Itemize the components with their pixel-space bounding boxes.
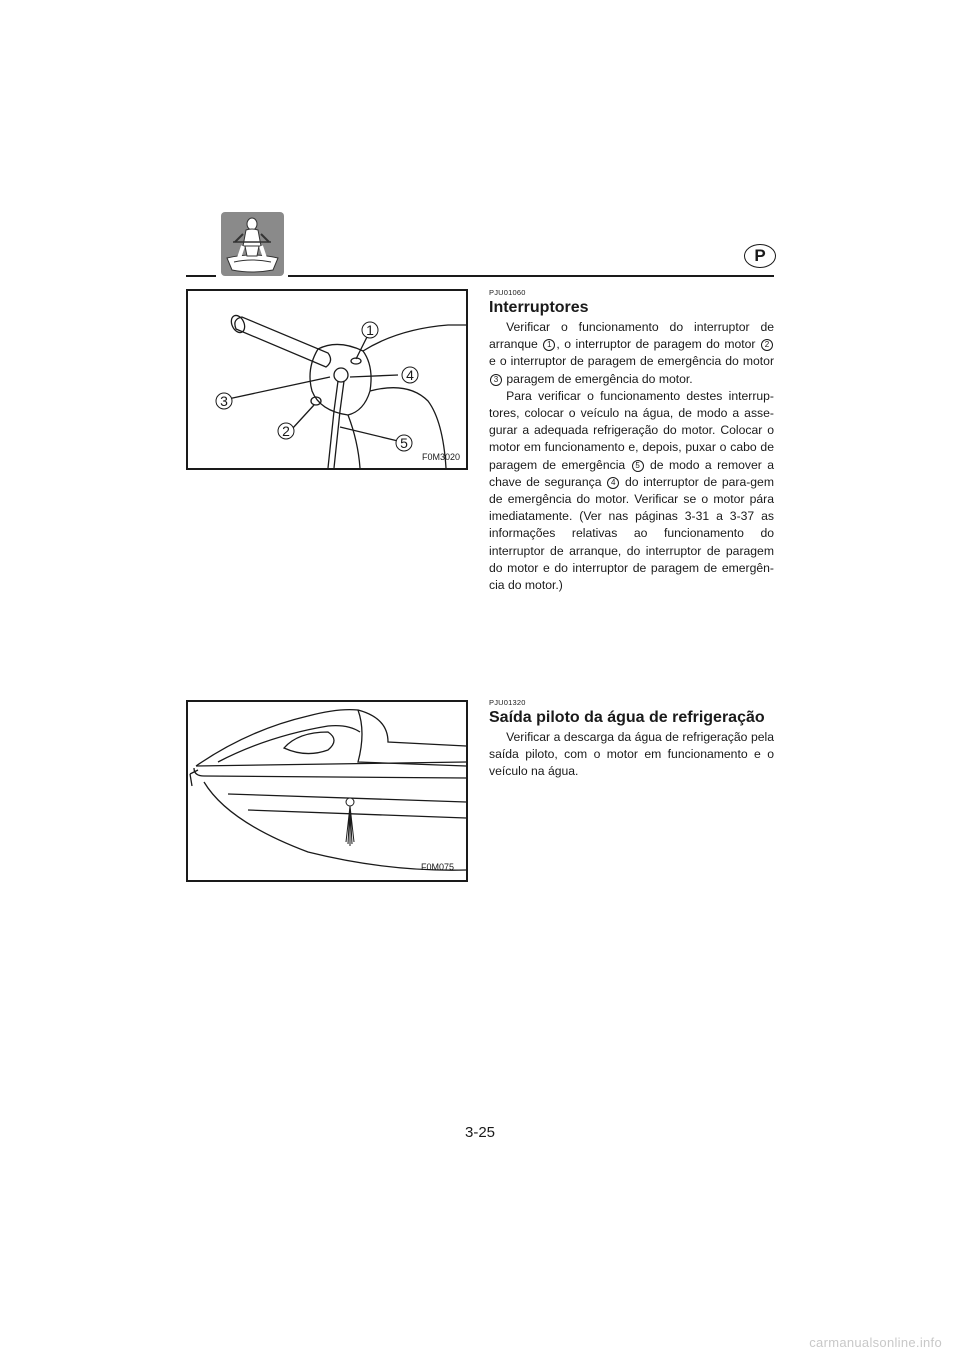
paragraph: Verificar a descarga da água de refrigeração pela saída piloto, com o motor em funcionamento e o veículo na água. xyxy=(489,730,774,779)
section-title: Saída piloto da água de refrigeração xyxy=(489,709,765,726)
figure-code: F0M075 xyxy=(420,862,454,872)
reference-code: PJU01320 xyxy=(489,698,526,707)
language-badge: P xyxy=(744,244,776,268)
header-rule-left xyxy=(186,275,216,277)
callout-reference: 3 xyxy=(490,374,502,386)
callout-4: 4 xyxy=(406,367,414,383)
callout-reference: 2 xyxy=(761,339,773,351)
callout-reference: 5 xyxy=(632,460,644,472)
figure-handlebar-switches xyxy=(186,289,468,470)
figure-code: F0M3020 xyxy=(421,452,460,462)
callout-reference: 4 xyxy=(607,477,619,489)
section-saida-piloto xyxy=(489,698,774,781)
handlebar-illustration xyxy=(188,291,466,468)
paragraph: Para verificar o funcionamento destes interrup-tores, colocar o veículo na água, de modo a asse-gurar a adequada refrigeração do motor. Colocar o motor em funcionamento e, depois, puxar o cabo de paragem de emergência 5 de modo a remover a chave de segurança 4 do interruptor de para-gem de emergência do motor. Verificar se o motor pára imediatamente. (Ver nas páginas 3-31 a 3-37 as informações relativas ao funcionamento do interruptor de arranque, do interruptor de paragem do motor e do interruptor de paragem de emergên-cia do motor.) xyxy=(489,388,775,593)
callout-5: 5 xyxy=(400,435,408,451)
section-interruptores xyxy=(489,288,774,594)
callout-3: 3 xyxy=(220,393,228,409)
figure-pilot-water-outlet xyxy=(186,700,468,882)
header-rule-right xyxy=(288,275,774,277)
watercraft-illustration xyxy=(188,702,466,880)
callout-1: 1 xyxy=(366,322,374,338)
callout-reference: 1 xyxy=(543,339,555,351)
jet-ski-rider-icon xyxy=(221,212,284,276)
callout-2: 2 xyxy=(282,423,290,439)
reference-code: PJU01060 xyxy=(489,288,526,297)
page-number: 3-25 xyxy=(464,1124,496,1141)
paragraph: Verificar o funcionamento do interruptor de arranque 1 , o interruptor de paragem do motor 2 e o interruptor de paragem de emergência do motor 3 paragem de emergência do motor. xyxy=(489,320,774,386)
watermark: carmanualsonline.info xyxy=(809,1335,942,1350)
section-title: Interruptores xyxy=(489,299,589,316)
